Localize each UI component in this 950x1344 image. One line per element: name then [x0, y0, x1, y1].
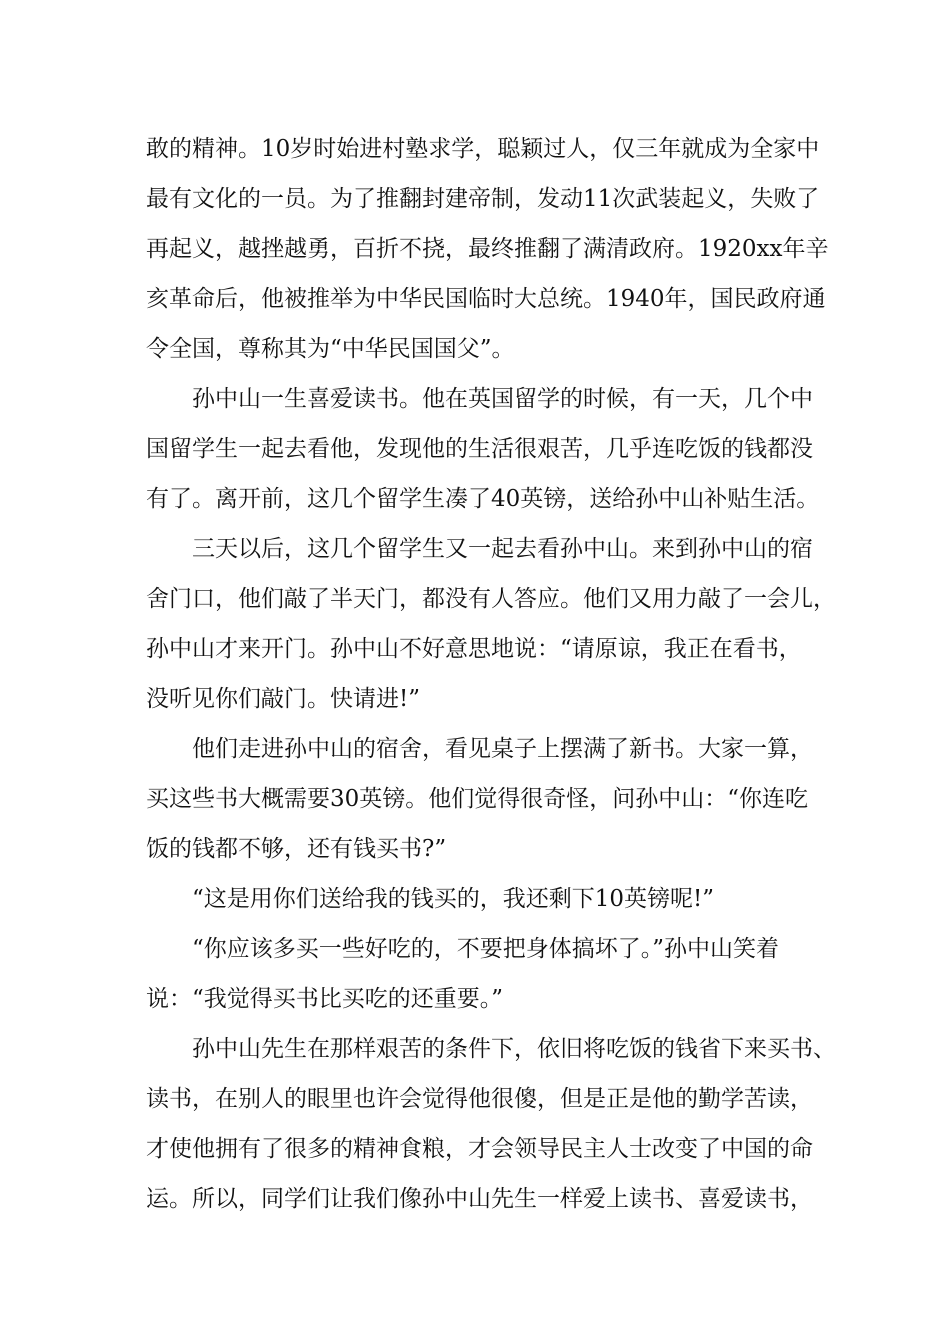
text-line: 再起义，越挫越勇，百折不挠，最终推翻了满清政府。1920xx年辛 — [146, 236, 829, 262]
text-line: 舍门口，他们敲了半天门，都没有人答应。他们又用力敲了一会儿， — [146, 586, 836, 612]
text-line: 令全国，尊称其为“中华民国国父”。 — [146, 336, 515, 362]
text-line: 三天以后，这几个留学生又一起去看孙中山。来到孙中山的宿 — [146, 536, 813, 562]
text-line: 买这些书大概需要30英镑。他们觉得很奇怪，问孙中山：“你连吃 — [146, 786, 809, 812]
text-line: “你应该多买一些好吃的，不要把身体搞坏了。”孙中山笑着 — [146, 936, 780, 962]
text-line: 孙中山才来开门。孙中山不好意思地说：“请原谅，我正在看书， — [146, 636, 802, 662]
document-body — [146, 124, 836, 1224]
text-line: 说：“我觉得买书比买吃的还重要。” — [146, 986, 504, 1012]
text-line: 最有文化的一员。为了推翻封建帝制，发动11次武装起义，失败了 — [146, 186, 820, 212]
text-line: “这是用你们送给我的钱买的，我还剩下10英镑呢!” — [146, 886, 715, 912]
text-line: 他们走进孙中山的宿舍，看见桌子上摆满了新书。大家一算， — [146, 736, 813, 762]
text-line: 运。所以，同学们让我们像孙中山先生一样爱上读书、喜爱读书， — [146, 1186, 813, 1212]
text-line: 饭的钱都不够，还有钱买书?” — [146, 836, 447, 862]
text-line: 有了。离开前，这几个留学生凑了40英镑，送给孙中山补贴生活。 — [146, 486, 820, 512]
text-line: 没听见你们敲门。快请进!” — [146, 686, 421, 712]
text-line: 国留学生一起去看他，发现他的生活很艰苦，几乎连吃饭的钱都没 — [146, 436, 813, 462]
text-line: 读书，在别人的眼里也许会觉得他很傻，但是正是他的勤学苦读， — [146, 1086, 813, 1112]
text-line: 才使他拥有了很多的精神食粮，才会领导民主人士改变了中国的命 — [146, 1136, 813, 1162]
text-line: 亥革命后，他被推举为中华民国临时大总统。1940年，国民政府通 — [146, 286, 826, 312]
text-line: 孙中山先生在那样艰苦的条件下，依旧将吃饭的钱省下来买书、 — [146, 1036, 836, 1062]
text-line: 敢的精神。10岁时始进村塾求学，聪颖过人，仅三年就成为全家中 — [146, 136, 820, 162]
text-line: 孙中山一生喜爱读书。他在英国留学的时候，有一天，几个中 — [146, 386, 813, 412]
